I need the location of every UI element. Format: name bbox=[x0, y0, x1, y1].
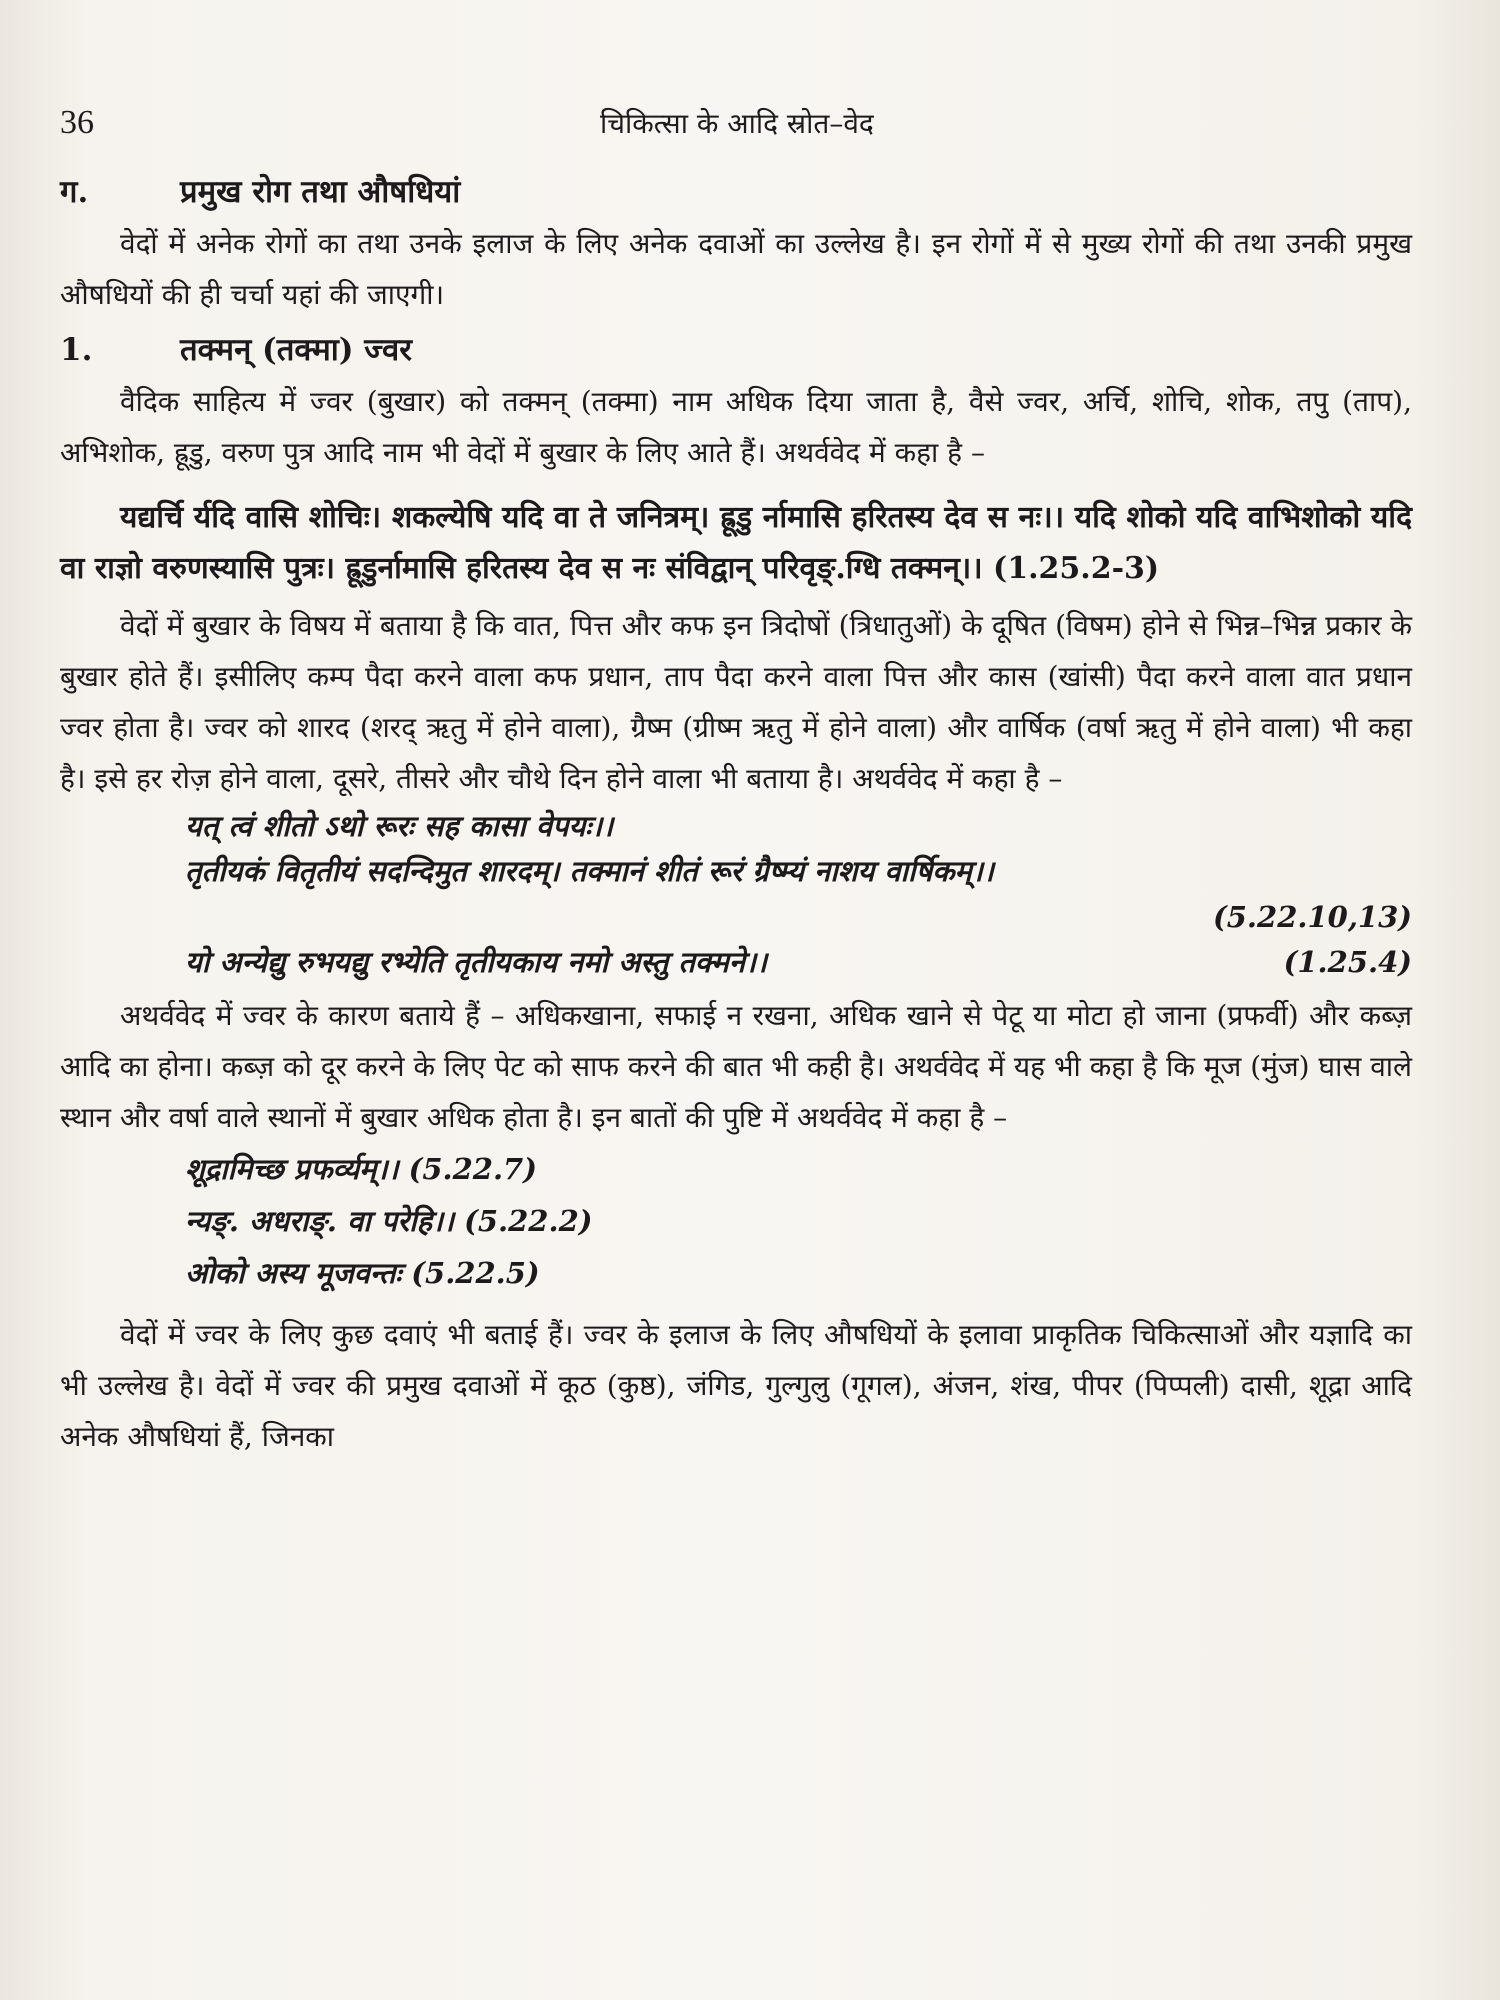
subsection-title: तक्मन् (तक्मा) ज्वर bbox=[180, 332, 412, 368]
verse-line-3: यो अन्येद्यु रुभयद्यु रभ्येति तृतीयकाय नमो अस्तु तक्मने।। bbox=[185, 945, 767, 979]
verse-block-2 bbox=[60, 1143, 1412, 1299]
section-label: ग. bbox=[60, 174, 89, 210]
running-title: चिकित्सा के आदि स्रोत–वेद bbox=[600, 107, 874, 140]
page-header bbox=[60, 104, 1410, 152]
paragraph-2: वेदों में बुखार के विषय में बताया है कि वात, पित्त और कफ इन त्रिदोषों (त्रिधातुओं) के दूषित (विषम) होने से भिन्न–भिन्न प्रकार के बुखार होते हैं। इसीलिए कम्प पैदा करने वाला कफ प्रधान, ताप पैदा करने वाला पित्त और कास (खांसी) पैदा करने वाला वात प्रधान ज्वर होता है। ज्वर को शारद (शरद् ऋतु में होने वाला), ग्रैष्म (ग्रीष्म ऋतु में होने वाला) और वार्षिक (वर्षा ऋतु में होने वाला) भी कहा है। इसे हर रोज़ होने वाला, दूसरे, तीसरे और चौथे दिन होने वाला भी बताया है। अथर्ववेद में कहा है – bbox=[60, 609, 1412, 795]
subsection-label: 1. bbox=[60, 332, 93, 368]
page-body bbox=[60, 166, 1412, 1462]
verse-line-1: यत् त्वं शीतो ऽथो रूरः सह कासा वेपयः।। bbox=[185, 809, 614, 843]
section-title: प्रमुख रोग तथा औषधियां bbox=[180, 174, 461, 210]
verse-block-1 bbox=[60, 804, 1412, 894]
section-heading bbox=[60, 166, 1412, 218]
section-intro: वेदों में अनेक रोगों का तथा उनके इलाज के लिए अनेक दवाओं का उल्लेख है। इन रोगों में से मुख्य रोगों की तथा उनकी प्रमुख औषधियों की ही चर्चा यहां की जाएगी। bbox=[60, 227, 1412, 311]
verse-ref-1: (5.22.10,13) bbox=[1213, 900, 1412, 934]
subsection-heading bbox=[60, 324, 1412, 376]
verse-row-3 bbox=[60, 940, 1412, 990]
mantra-quote: यद्यर्चि र्यदि वासि शोचिः। शकल्येषि यदि वा ते जनित्रम्। ह्रूडु र्नामासि हरितस्य देव स नः।। यदि शोको यदि वाभिशोको यदि वा राज्ञो वरुणस्यासि पुत्रः। ह्रूडुर्नामासि हरितस्य देव स नः संविद्वान् परिवृङ्.ग्धि तक्मन्।। (1.25.2-3) bbox=[60, 500, 1412, 586]
page-number: 36 bbox=[60, 104, 94, 141]
paragraph-1: वैदिक साहित्य में ज्वर (बुखार) को तक्मन् (तक्मा) नाम अधिक दिया जाता है, वैसे ज्वर, अर्चि, शोचि, शोक, तपु (ताप), अभिशोक, ह्रूडु, वरुण पुत्र आदि नाम भी वेदों में बुखार के लिए आते हैं। अथर्ववेद में कहा है – bbox=[60, 385, 1412, 469]
verse-line-6: ओको अस्य मूजवन्तः (5.22.5) bbox=[185, 1256, 540, 1290]
verse-line-4: शूद्रामिच्छ प्रफर्व्यम्।। (5.22.7) bbox=[185, 1152, 537, 1186]
verse-line-2: तृतीयकं वितृतीयं सदन्दिमुत शारदम्। तक्मानं शीतं रूरं ग्रैष्म्यं नाशय वार्षिकम्।। bbox=[185, 854, 994, 888]
verse-ref-2: (1.25.4) bbox=[1283, 945, 1412, 979]
verse-line-5: न्यङ्. अधराङ्. वा परेहि।। (5.22.2) bbox=[185, 1204, 593, 1238]
paragraph-4: वेदों में ज्वर के लिए कुछ दवाएं भी बताई हैं। ज्वर के इलाज के लिए औषधियों के इलावा प्राकृतिक चिकित्साओं और यज्ञादि का भी उल्लेख है। वेदों में ज्वर की प्रमुख दवाओं में कूठ (कुष्ठ), जंगिड, गुल्गुलु (गूगल), अंजन, शंख, पीपर (पिप्पली) दासी, शूद्रा आदि अनेक औषधियां हैं, जिनका bbox=[60, 1318, 1412, 1453]
paragraph-3: अथर्ववेद में ज्वर के कारण बताये हैं – अधिकखाना, सफाई न रखना, अधिक खाने से पेटू या मोटा हो जाना (प्रफर्वी) और कब्ज़ आदि का होना। कब्ज़ को दूर करने के लिए पेट को साफ करने की बात भी कही है। अथर्ववेद में यह भी कहा है कि मूज (मुंज) घास वाले स्थान और वर्षा वाले स्थानों में बुखार अधिक होता है। इन बातों की पुष्टि में अथर्ववेद में कहा है – bbox=[60, 999, 1412, 1134]
